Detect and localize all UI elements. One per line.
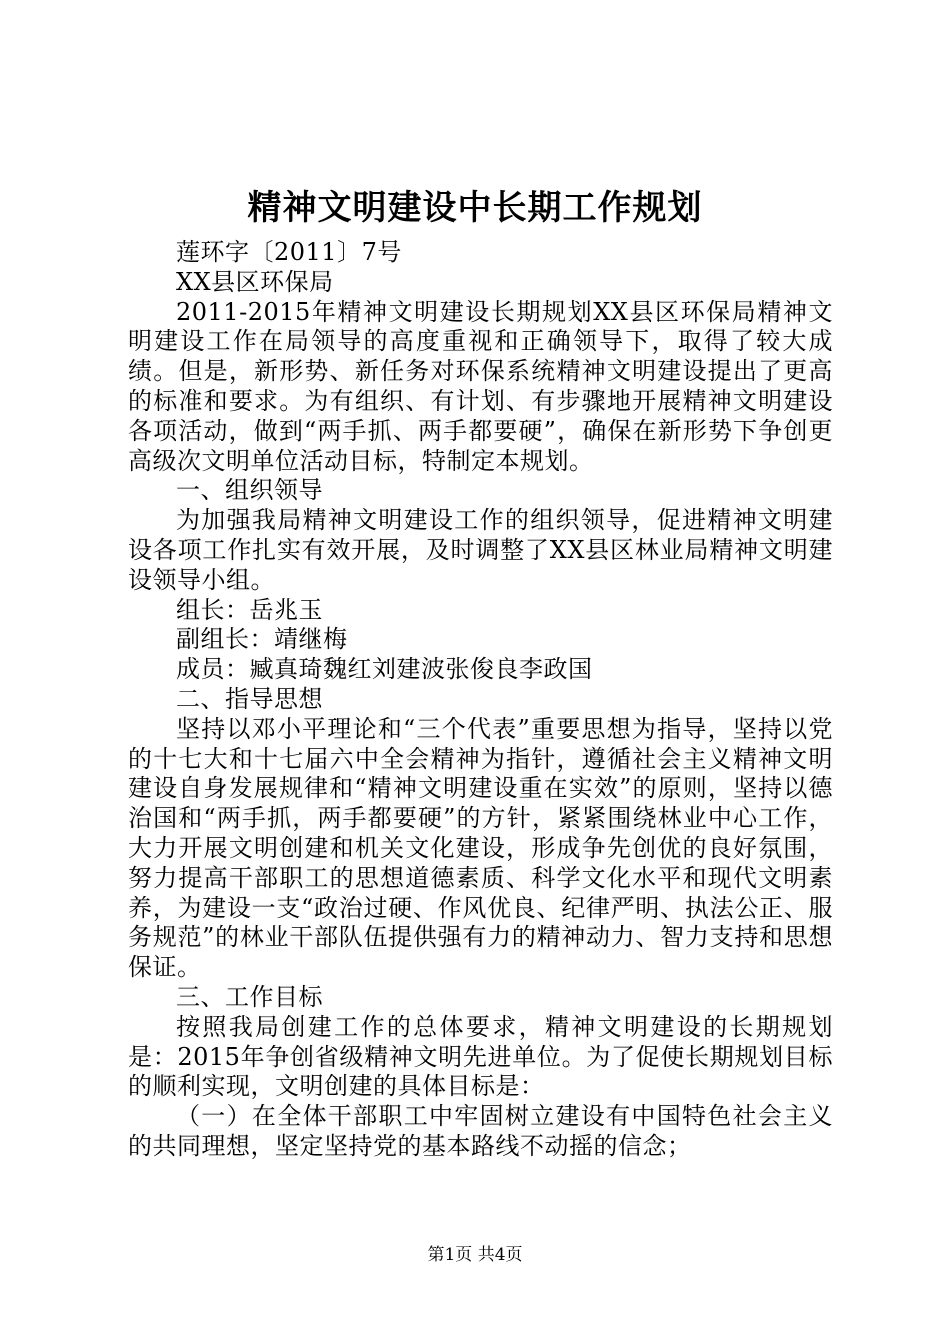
document-number: 莲环字〔2011〕7号: [176, 238, 402, 266]
document-body: [128, 238, 833, 1162]
section-heading-organization: 一、组织领导: [176, 476, 323, 505]
section-heading-guiding-ideology: 二、指导思想: [176, 684, 323, 713]
deputy-leader-line: 副组长：靖继梅: [176, 625, 348, 654]
goal-item-1: （一）在全体干部职工中牢固树立建设有中国特色社会主义的共同理想，坚定坚持党的基本路线不动摇的信念；: [128, 1102, 833, 1160]
team-leader-line: 组长：岳兆玉: [176, 595, 323, 624]
organization-paragraph: 为加强我局精神文明建设工作的组织领导，促进精神文明建设各项工作扎实有效开展，及时调整了XX县区林业局精神文明建设领导小组。: [128, 506, 833, 594]
work-goals-paragraph: 按照我局创建工作的总体要求，精神文明建设的长期规划是：2015年争创省级精神文明先进单位。为了促使长期规划目标的顺利实现，文明创建的具体目标是：: [128, 1012, 833, 1101]
members-line: 成员：臧真琦魏红刘建波张俊良李政国: [176, 655, 593, 684]
issuing-agency: XX县区环保局: [176, 267, 334, 296]
intro-paragraph: 2011-2015年精神文明建设长期规划XX县区环保局精神文明建设工作在局领导的高度重视和正确领导下，取得了较大成绩。但是，新形势、新任务对环保系统精神文明建设提出了更高的标准和要求。为有组织、有计划、有步骤地开展精神文明建设各项活动，做到“两手抓、两手都要硬”，确保在新形势下争创更高级次文明单位活动目标，特制定本规划。: [128, 297, 833, 475]
page-number-footer: 第1页 共4页: [427, 1245, 523, 1265]
section-heading-work-goals: 三、工作目标: [176, 982, 323, 1011]
document-title: 精神文明建设中长期工作规划: [247, 188, 703, 228]
guiding-ideology-paragraph: 坚持以邓小平理论和“三个代表”重要思想为指导，坚持以党的十七大和十七届六中全会精神为指针，遵循社会主义精神文明建设自身发展规律和“精神文明建设重在实效”的原则，坚持以德治国和“两手抓，两手都要硬”的方针，紧紧围绕林业中心工作，大力开展文明创建和机关文化建设，形成争先创优的良好氛围，努力提高干部职工的思想道德素质、科学文化水平和现代文明素养，为建设一支“政治过硬、作风优良、纪律严明、执法公正、服务规范”的林业干部队伍提供强有力的精神动力、智力支持和思想保证。: [128, 714, 833, 982]
